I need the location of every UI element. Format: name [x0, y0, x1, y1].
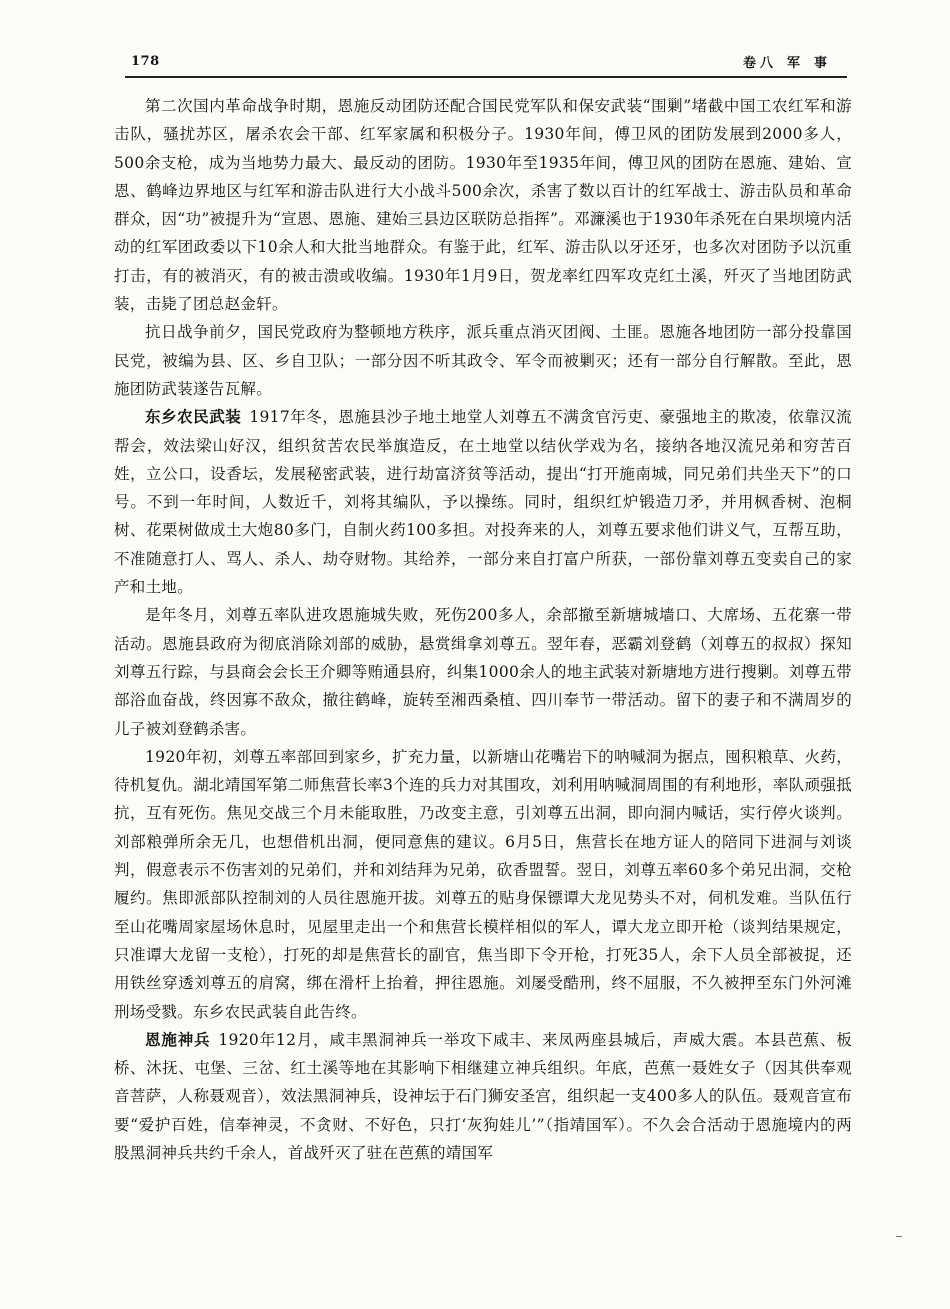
page-number: 178 [131, 54, 160, 69]
paragraph-6-text: 1920年12月，咸丰黑洞神兵一举攻下咸丰、来凤两座县城后，声威大震。本县芭蕉、板桥、沐抚、屯堡、三岔、红土溪等地在其影响下相继建立神兵组织。年底，芭蕉一聂姓女子（因其供奉观音菩萨，人称聂观音），效法黑洞神兵，设神坛于石门狮安圣宫，组织起一支400多人的队伍。聂观音宣布要“爱护百姓，信奉神灵，不贪财、不好色，只打‘灰狗娃儿’”（指靖国军）。不久会合活动于恩施境内的两股黑洞神兵共约千余人，首战歼灭了驻在芭蕉的靖国军 [114, 1030, 852, 1162]
paragraph-5 [114, 743, 852, 1026]
section-heading-shenbing: 恩施神兵 [145, 1029, 211, 1049]
paragraph-3 [114, 403, 852, 601]
running-head [733, 52, 831, 71]
paragraph-1 [114, 92, 852, 318]
header-rule [125, 76, 847, 78]
volume-label: 卷八 [742, 56, 777, 71]
scan-mark [896, 1236, 902, 1237]
paragraph-2 [114, 318, 852, 403]
section-heading-dongxiang: 东乡农民武装 [145, 407, 242, 427]
paragraph-3-text: 1917年冬，恩施县沙子地土地堂人刘尊五不满贪官污吏、豪强地主的欺凌，依靠汉流帮会，效法梁山好汉，组织贫苦农民举旗造反，在土地堂以结伙学戏为名，接纳各地汉流兄弟和穷苦百姓，立公口，设香坛，发展秘密武装，进行劫富济贫等活动，提出“打开施南城，同兄弟们共坐天下”的口号。不到一年时间，人数近千，刘将其编队，予以操练。同时，组织红炉锻造刀矛，并用枫香树、泡桐树、花栗树做成土大炮80多门，自制火药100多担。对投奔来的人，刘尊五要求他们讲义气，互帮互助，不准随意打人、骂人、杀人、劫夺财物。其给养，一部分来自打富户所获，一部份靠刘尊五变卖自己的家产和土地。 [114, 408, 852, 597]
body-text [114, 92, 852, 1167]
paragraph-4-text: 是年冬月，刘尊五率队进攻恩施城失败，死伤200多人，余部撤至新塘城墙口、大席场、五花寨一带活动。恩施县政府为彻底消除刘部的威胁，悬赏缉拿刘尊五。翌年春，恶霸刘登鹤（刘尊五的叔叔）探知刘尊五行踪，与县商会会长王介卿等贿通县府，纠集1000余人的地主武装对新塘地方进行搜剿。刘尊五带部浴血奋战，终因寡不敌众，撤往鹤峰，旋转至湘西桑植、四川奉节一带活动。留下的妻子和不满周岁的儿子被刘登鹤杀害。 [114, 606, 852, 738]
paragraph-2-text: 抗日战争前夕，国民党政府为整顿地方秩序，派兵重点消灭团阀、土匪。恩施各地团防一部分投靠国民党，被编为县、区、乡自卫队；一部分因不听其政令、军令而被剿灭；还有一部分自行解散。至此，恩施团防武装遂告瓦解。 [114, 323, 852, 398]
section-char-2: 事 [813, 56, 831, 71]
paragraph-6 [114, 1026, 852, 1167]
paragraph-4 [114, 601, 852, 742]
paragraph-5-text: 1920年初，刘尊五率部回到家乡，扩充力量，以新塘山花嘴岩下的呐喊洞为据点，囤积粮草、火药，待机复仇。湖北靖国军第二师焦营长率3个连的兵力对其围攻，刘利用呐喊洞周围的有利地形，率队顽强抵抗，互有死伤。焦见交战三个月未能取胜，乃改变主意，引刘尊五出洞，即向洞内喊话，实行停火谈判。刘部粮弹所余无几，也想借机出洞，便同意焦的建议。6月5日，焦营长在地方证人的陪同下进洞与刘谈判，假意表示不伤害刘的兄弟们，并和刘结拜为兄弟，砍香盟誓。翌日，刘尊五率60多个弟兄出洞，交枪履约。焦即派部队控制刘的人员往恩施开拔。刘尊五的贴身保镖谭大龙见势头不对，伺机发难。当队伍行至山花嘴周家屋场休息时，见屋里走出一个和焦营长模样相似的军人，谭大龙立即开枪（谈判结果规定，只准谭大龙留一支枪），打死的却是焦营长的副官，焦当即下令开枪，打死35人，余下人员全部被捉，还用铁丝穿透刘尊五的肩窝，绑在滑杆上抬着，押往恩施。刘屡受酷刑，终不屈服，不久被押至东门外河滩刑场受戮。东乡农民武装自此告终。 [114, 747, 852, 1021]
section-char-1: 军 [786, 56, 804, 71]
paragraph-1-text: 第二次国内革命战争时期，恩施反动团防还配合国民党军队和保安武装“围剿”堵截中国工农红军和游击队，骚扰苏区，屠杀农会干部、红军家属和积极分子。1930年间，傅卫风的团防发展到2000多人，500余支枪，成为当地势力最大、最反动的团防。1930年至1935年间，傅卫风的团防在恩施、建始、宣恩、鹤峰边界地区与红军和游击队进行大小战斗500余次，杀害了数以百计的红军战士、游击队员和革命群众，因“功”被提升为“宣恩、恩施、建始三县边区联防总指挥”。邓濂溪也于1930年杀死在白果坝境内活动的红军团政委以下10余人和大批当地群众。有鉴于此，红军、游击队以牙还牙，也多次对团防予以沉重打击，有的被消灭，有的被击溃或收编。1930年1月9日，贺龙率红四军攻克红土溪，歼灭了当地团防武装，击毙了团总赵金轩。 [114, 97, 852, 314]
page-header [125, 40, 843, 72]
